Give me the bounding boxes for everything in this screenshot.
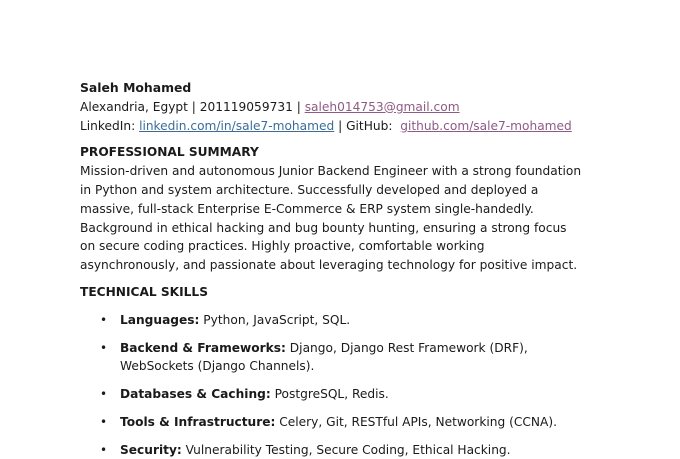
linkedin-link[interactable]: linkedin.com/in/sale7-mohamed xyxy=(139,118,335,133)
skills-list xyxy=(80,311,600,459)
skill-item-backend xyxy=(80,339,590,377)
email-link[interactable]: saleh014753@gmail.com xyxy=(304,99,460,114)
bullet-icon: • xyxy=(100,340,108,355)
location-phone: Alexandria, Egypt | 201119059731 | xyxy=(80,99,305,114)
candidate-name: Saleh Mohamed xyxy=(80,80,192,95)
profiles-line xyxy=(80,117,600,136)
skill-label: Tools & Infrastructure: xyxy=(120,414,276,429)
skill-value: Vulnerability Testing, Secure Coding, Ethical Hacking. xyxy=(181,442,511,457)
bullet-icon: • xyxy=(100,442,108,457)
github-link[interactable]: github.com/sale7-mohamed xyxy=(400,118,572,133)
bullet-icon: • xyxy=(100,312,108,327)
bullet-icon: • xyxy=(100,414,108,429)
skill-label: Languages: xyxy=(120,312,200,327)
summary-heading: PROFESSIONAL SUMMARY xyxy=(80,145,259,160)
skill-item-languages xyxy=(80,311,590,330)
skill-value: PostgreSQL, Redis. xyxy=(270,387,389,402)
skill-value: Django, Django Rest Framework (DRF), WebSockets (Django Channels). xyxy=(120,340,528,374)
summary-text: Mission-driven and autonomous Junior Backend Engineer with a strong foundation in Python and system architecture. Successfully developed and deployed a massive, full-stack Enterprise E-Commerce & ERP system single-handedly. Background in ethical hacking and bug bounty hunting, ensuring a strong focus on secure coding practices. Highly proactive, comfortable working asynchronously, and passionate about leveraging technology for positive impact. xyxy=(80,164,582,273)
skill-label: Backend & Frameworks: xyxy=(120,340,286,355)
resume-content xyxy=(80,79,600,459)
github-prefix: | GitHub: xyxy=(334,118,401,133)
linkedin-prefix: LinkedIn: xyxy=(80,118,140,133)
skill-item-databases xyxy=(80,385,590,404)
skill-label: Security: xyxy=(120,442,182,457)
bullet-icon: • xyxy=(100,387,108,402)
skills-heading: TECHNICAL SKILLS xyxy=(80,284,208,299)
skill-label: Databases & Caching: xyxy=(120,387,271,402)
skill-value: Celery, Git, RESTful APIs, Networking (CCNA). xyxy=(275,414,557,429)
skill-value: Python, JavaScript, SQL. xyxy=(199,312,351,327)
skill-item-security xyxy=(80,441,590,459)
skill-item-tools xyxy=(80,413,590,432)
contact-line xyxy=(80,98,600,117)
